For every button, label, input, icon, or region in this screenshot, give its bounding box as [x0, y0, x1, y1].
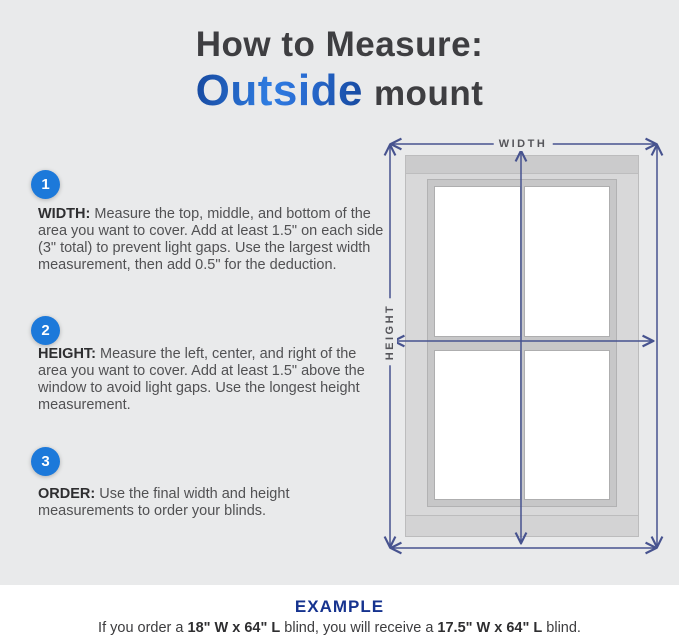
step-1-body: Measure the top, middle, and bottom of the area you want to cover. Add at least 1.5" on each side (3" total) to prevent light gaps. Use the largest width measurement, then add 0.5" for the deduction.: [38, 206, 384, 273]
example-received-size: 17.5" W x 64" L: [437, 620, 543, 636]
title-highlight: Outside: [195, 65, 363, 115]
dimension-arrows: [375, 132, 675, 562]
step-1-text: [38, 206, 388, 274]
example-middle: blind, you will receive a: [280, 620, 438, 636]
step-2-text: [38, 346, 388, 414]
window-pane-top-left: [434, 186, 521, 337]
window-pane-bottom-left: [434, 350, 521, 501]
example-heading: EXAMPLE: [294, 597, 385, 616]
window-head-casing: [406, 156, 638, 174]
window-rail-left: [434, 337, 521, 350]
window-frame: [405, 155, 639, 537]
window-pane-bottom-right: [524, 350, 611, 501]
step-1-label: WIDTH:: [38, 206, 91, 222]
step-2-badge: [31, 316, 60, 345]
step-3-body: Use the final width and height measurements to order your blinds.: [38, 486, 290, 519]
example-suffix: blind.: [542, 620, 581, 636]
window-sash: [427, 179, 617, 507]
step-1-badge: [31, 170, 60, 199]
step-1-number: 1: [41, 176, 50, 193]
title-suffix: mount: [373, 73, 484, 113]
step-2-number: 2: [41, 322, 50, 339]
window-muntin-vertical: [521, 186, 524, 337]
title-line1: How to Measure:: [195, 25, 484, 64]
title-line2: [0, 66, 679, 116]
height-dimension-label: HEIGHT: [383, 299, 397, 366]
width-dimension-label: WIDTH: [494, 137, 553, 151]
example-ordered-size: 18" W x 64" L: [187, 620, 281, 636]
window-rail-center: [521, 337, 524, 350]
step-3-number: 3: [41, 453, 50, 470]
step-3-badge: [31, 447, 60, 476]
example-prefix: If you order a: [98, 620, 188, 636]
step-3-label: ORDER:: [38, 486, 96, 502]
step-3-text: [38, 486, 388, 520]
window-sill: [406, 515, 638, 536]
example-footer: [0, 585, 679, 644]
example-sentence: [0, 620, 679, 636]
window-pane-top-right: [524, 186, 611, 337]
step-2-label: HEIGHT:: [38, 346, 96, 362]
window-rail-right: [524, 337, 611, 350]
page-title: [0, 26, 679, 116]
step-2-body: Measure the left, center, and right of the area you want to cover. Add at least 1.5" above the window to avoid light gaps. Use the longest height measurement.: [38, 346, 365, 413]
window-muntin-vertical-2: [521, 350, 524, 501]
